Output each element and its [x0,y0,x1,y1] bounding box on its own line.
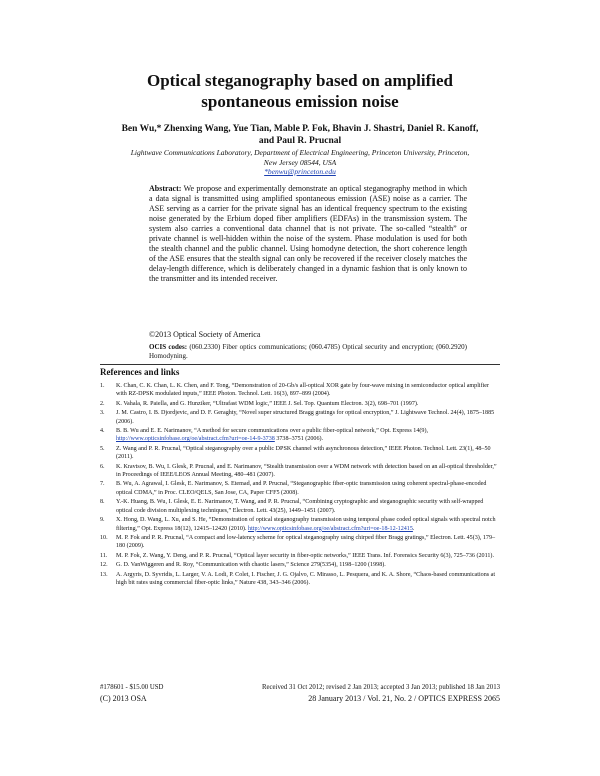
ocis-label: OCIS codes: [149,343,188,351]
authors-line-1: Ben Wu,* Zhenxing Wang, Yue Tian, Mable P. Fok, Bhavin J. Shastri, Daniel R. Kanoff, [121,124,479,134]
reference-link[interactable]: http://www.opticsinfobase.org/oe/abstract.cfm?uri=oe-14-9-3738 [116,436,275,443]
abstract-label: Abstract: [149,184,182,193]
reference-item: 9. X. Hong, D. Wang, L. Xu, and S. He, “Demonstration of optical steganography transmission using temporal phase coded optical signals with spectral notch filtering,” Opt. Express 18(12), 12415–12420 (2010). http://www.opticsinfobase.org/oe/abstract.cfm?uri=oe-18-12-12415. [100,517,496,532]
affiliation [112,148,488,167]
footer-received-dates: Received 31 Oct 2012; revised 2 Jan 2013; accepted 3 Jan 2013; published 18 Jan 2013 [261,684,500,691]
reference-item: 6. K. Kravtsov, B. Wu, I. Glesk, P. Prucnal, and E. Narimanov, “Stealth transmission over a WDM network with detection based on an all-optical thresholder,” in Proceedings of IEEE/LEOS Annual Meeting, 480–481 (2007). [100,463,497,479]
reference-item: 3. J. M. Castro, I. B. Djordjevic, and D. F. Geraghty, “Novel super structured Bragg gratings for optical encryption,” J. Lightwave Technol. 24(4), 1875–1885 (2006). [100,410,495,425]
references-heading: References and links [100,367,180,377]
affiliation-line-2: New Jersey 08544, USA [263,157,337,167]
footer-copyright: (C) 2013 OSA [100,694,147,703]
reference-item: 4. B. B. Wu and E. E. Narimanov, “A method for secure communications over a public fiber-optical network,” Opt. Express 14(9), http://www.opticsinfobase.org/oe/abstract.cfm?uri=oe-14-9-3738 3738–3751 (2006). [100,428,429,443]
reference-item: 13. A. Argyris, D. Syvridis, L. Larger, V. A. Lodi, P. Colet, I. Fischer, J. G. Ojalvo, C. Mirasso, L. Pesquera, and K. A. Shore, “Chaos-based communications at high bit rates using commercial fiber-optic links,” Nature 438, 343–346 (2006). [100,571,496,586]
author-email-link[interactable]: *benwu@princeton.edu [264,167,336,176]
reference-item: 1. K. Chan, C. K. Chan, L. K. Chen, and F. Tong, “Demonstration of 20-Gb/s all-optical XOR gate by four-wave mixing in semiconductor optical amplifier with RZ-DPSK modulated inputs,” IEEE Photon. Technol. Lett. 16(3), 897–899 (2004). [100,383,490,398]
ocis-text: (060.2330) Fiber optics communications; (060.4785) Optical security and encryption; (060.2920) Homodyning. [149,343,468,360]
footer-journal-info: 28 January 2013 / Vol. 21, No. 2 / OPTICS EXPRESS 2065 [308,694,500,703]
references-list [100,382,500,588]
ocis-codes [149,343,467,361]
reference-item: 7. B. Wu, A. Agrawal, I. Glesk, E. Narimanov, S. Etemad, and P. Prucnal, “Steganographic fiber-optic transmission using coherent spectral-phase-encoded optical CDMA,” in Proc. CLEO/QELS, San Jose, CA, Paper CFF5 (2008). [100,481,487,496]
footer-article-id: #178601 - $15.00 USD [100,684,164,691]
reference-item: 8. Y.-K. Huang, B. Wu, I. Glesk, E. E. Narimanov, T. Wang, and P. R. Prucnal, “Combining cryptographic and steganographic security with self-wrapped optical code division multiplexing techniques,” Electron. Lett. 43(25), 1449–1451 (2007). [100,499,484,514]
paper-title-line-1: Optical steganography based on amplified [146,71,454,90]
reference-item: 12. G. D. VanWiggeren and R. Roy, “Communication with chaotic lasers,” Science 279(5354), 1198–1200 (1998). [100,562,386,569]
paper-title-line-2: spontaneous emission noise [201,92,399,111]
reference-item: 2. K. Vahala, R. Paiella, and G. Hunziker, “Ultrafast WDM logic,” IEEE J. Sel. Top. Quantum Electron. 3(2), 698–701 (1997). [100,400,419,407]
reference-item: 5. Z. Wang and P. R. Prucnal, “Optical steganography over a public DPSK channel with asynchronous detection,” IEEE Photon. Technol. Lett. 23(1), 48–50 (2011). [100,445,491,461]
section-divider [100,364,500,365]
reference-item: 10. M. P. Fok and P. R. Prucnal, “A compact and low-latency scheme for optical steganography using chirped fiber Bragg gratings,” Electron. Lett. 45(3), 179–180 (2009). [100,534,496,550]
authors-line-2: and Paul R. Prucnal [258,136,342,146]
reference-item: 11. M. P. Fok, Z. Wang, Y. Deng, and P. R. Prucnal, “Optical layer security in fiber-optic networks,” IEEE Trans. Inf. Forensics Security 6(3), 725–736 (2011). [100,552,494,559]
abstract [149,184,467,284]
abstract-text: We propose and experimentally demonstrate an optical steganography method in which a data signal is transmitted using amplified spontaneous emission (ASE) noise as a carrier. The ASE serving as a carrier for the private signal has an identical frequency spectrum to the existing noise generated by the Erbium doped fiber amplifiers (EDFAs) in the transmission system. The system also carries a conventional data channel that is not private. The so-called “stealth” or private channel is well-hidden within the noise of the system. Phase modulation is used for both the stealth channel and the public channel. Using homodyne detection, the short coherence length of the ASE ensures that the stealth signal can only be recovered if the receiver closely matches the delay-length difference, which is deliberately changed in a dynamic fashion that is only known to the transmitter and its intended receiver. [149,184,467,283]
affiliation-line-1: Lightwave Communications Laboratory, Department of Electrical Engineering, Princeton University, Princeton, [130,148,470,157]
reference-link[interactable]: http://www.opticsinfobase.org/oe/abstract.cfm?uri=oe-18-12-12415 [248,525,413,532]
copyright-notice: ©2013 Optical Society of America [149,330,261,339]
